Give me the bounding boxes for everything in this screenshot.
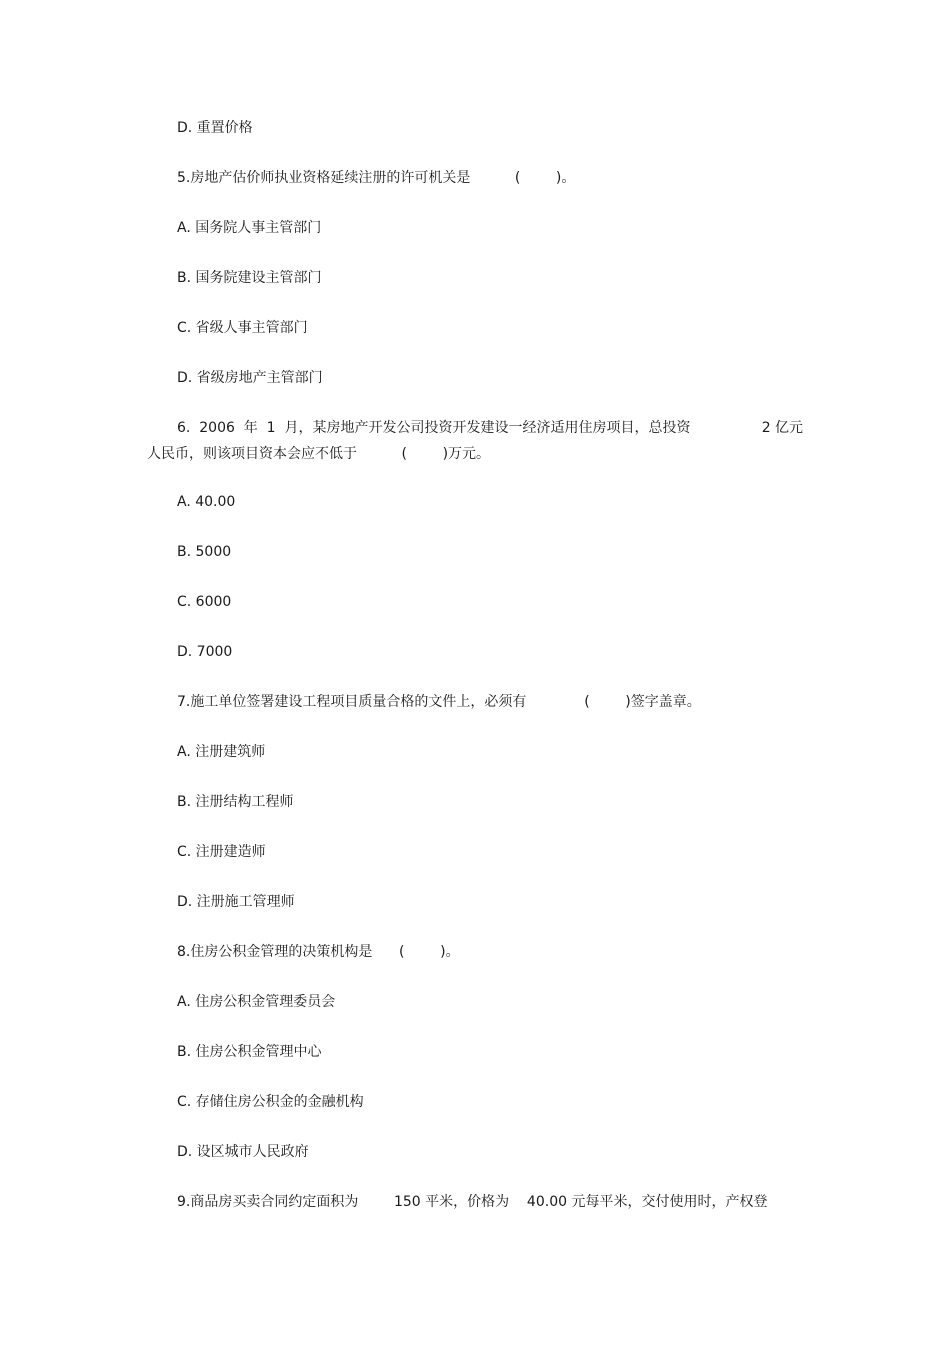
option-5c: C. 省级人事主管部门 [177,320,308,336]
question-5: 5.房地产估价师执业资格延续注册的许可机关是 ( )。 [177,170,576,186]
option-8a: A. 住房公积金管理委员会 [177,994,336,1010]
option-5a: A. 国务院人事主管部门 [177,220,322,236]
option-5d: D. 省级房地产主管部门 [177,370,323,386]
question-8: 8.住房公积金管理的决策机构是 ( )。 [177,944,460,960]
question-9: 9.商品房买卖合同约定面积为 150 平米，价格为 40.00 元每平米，交付使用时，产权登 [177,1194,768,1210]
option-7b: B. 注册结构工程师 [177,794,294,810]
option-6a: A. 40.00 [177,494,236,510]
option-7d: D. 注册施工管理师 [177,894,295,910]
option-6d: D. 7000 [177,644,233,660]
question-7: 7.施工单位签署建设工程项目质量合格的文件上，必须有 ( )签字盖章。 [177,694,701,710]
option-6b: B. 5000 [177,544,232,560]
option-8c: C. 存储住房公积金的金融机构 [177,1094,364,1110]
option-6c: C. 6000 [177,594,232,610]
option-5b: B. 国务院建设主管部门 [177,270,322,286]
question-6: 6. 2006 年 1 月，某房地产开发公司投资开发建设一经济适用住房项目，总投资 2 亿元 [177,420,804,436]
option-8b: B. 住房公积金管理中心 [177,1044,322,1060]
option-4d: D. 重置价格 [177,120,253,136]
question-6-continued: 人民币，则该项目资本会应不低于 ( )万元。 [147,446,491,462]
option-8d: D. 设区城市人民政府 [177,1144,309,1160]
option-7a: A. 注册建筑师 [177,744,266,760]
option-7c: C. 注册建造师 [177,844,266,860]
